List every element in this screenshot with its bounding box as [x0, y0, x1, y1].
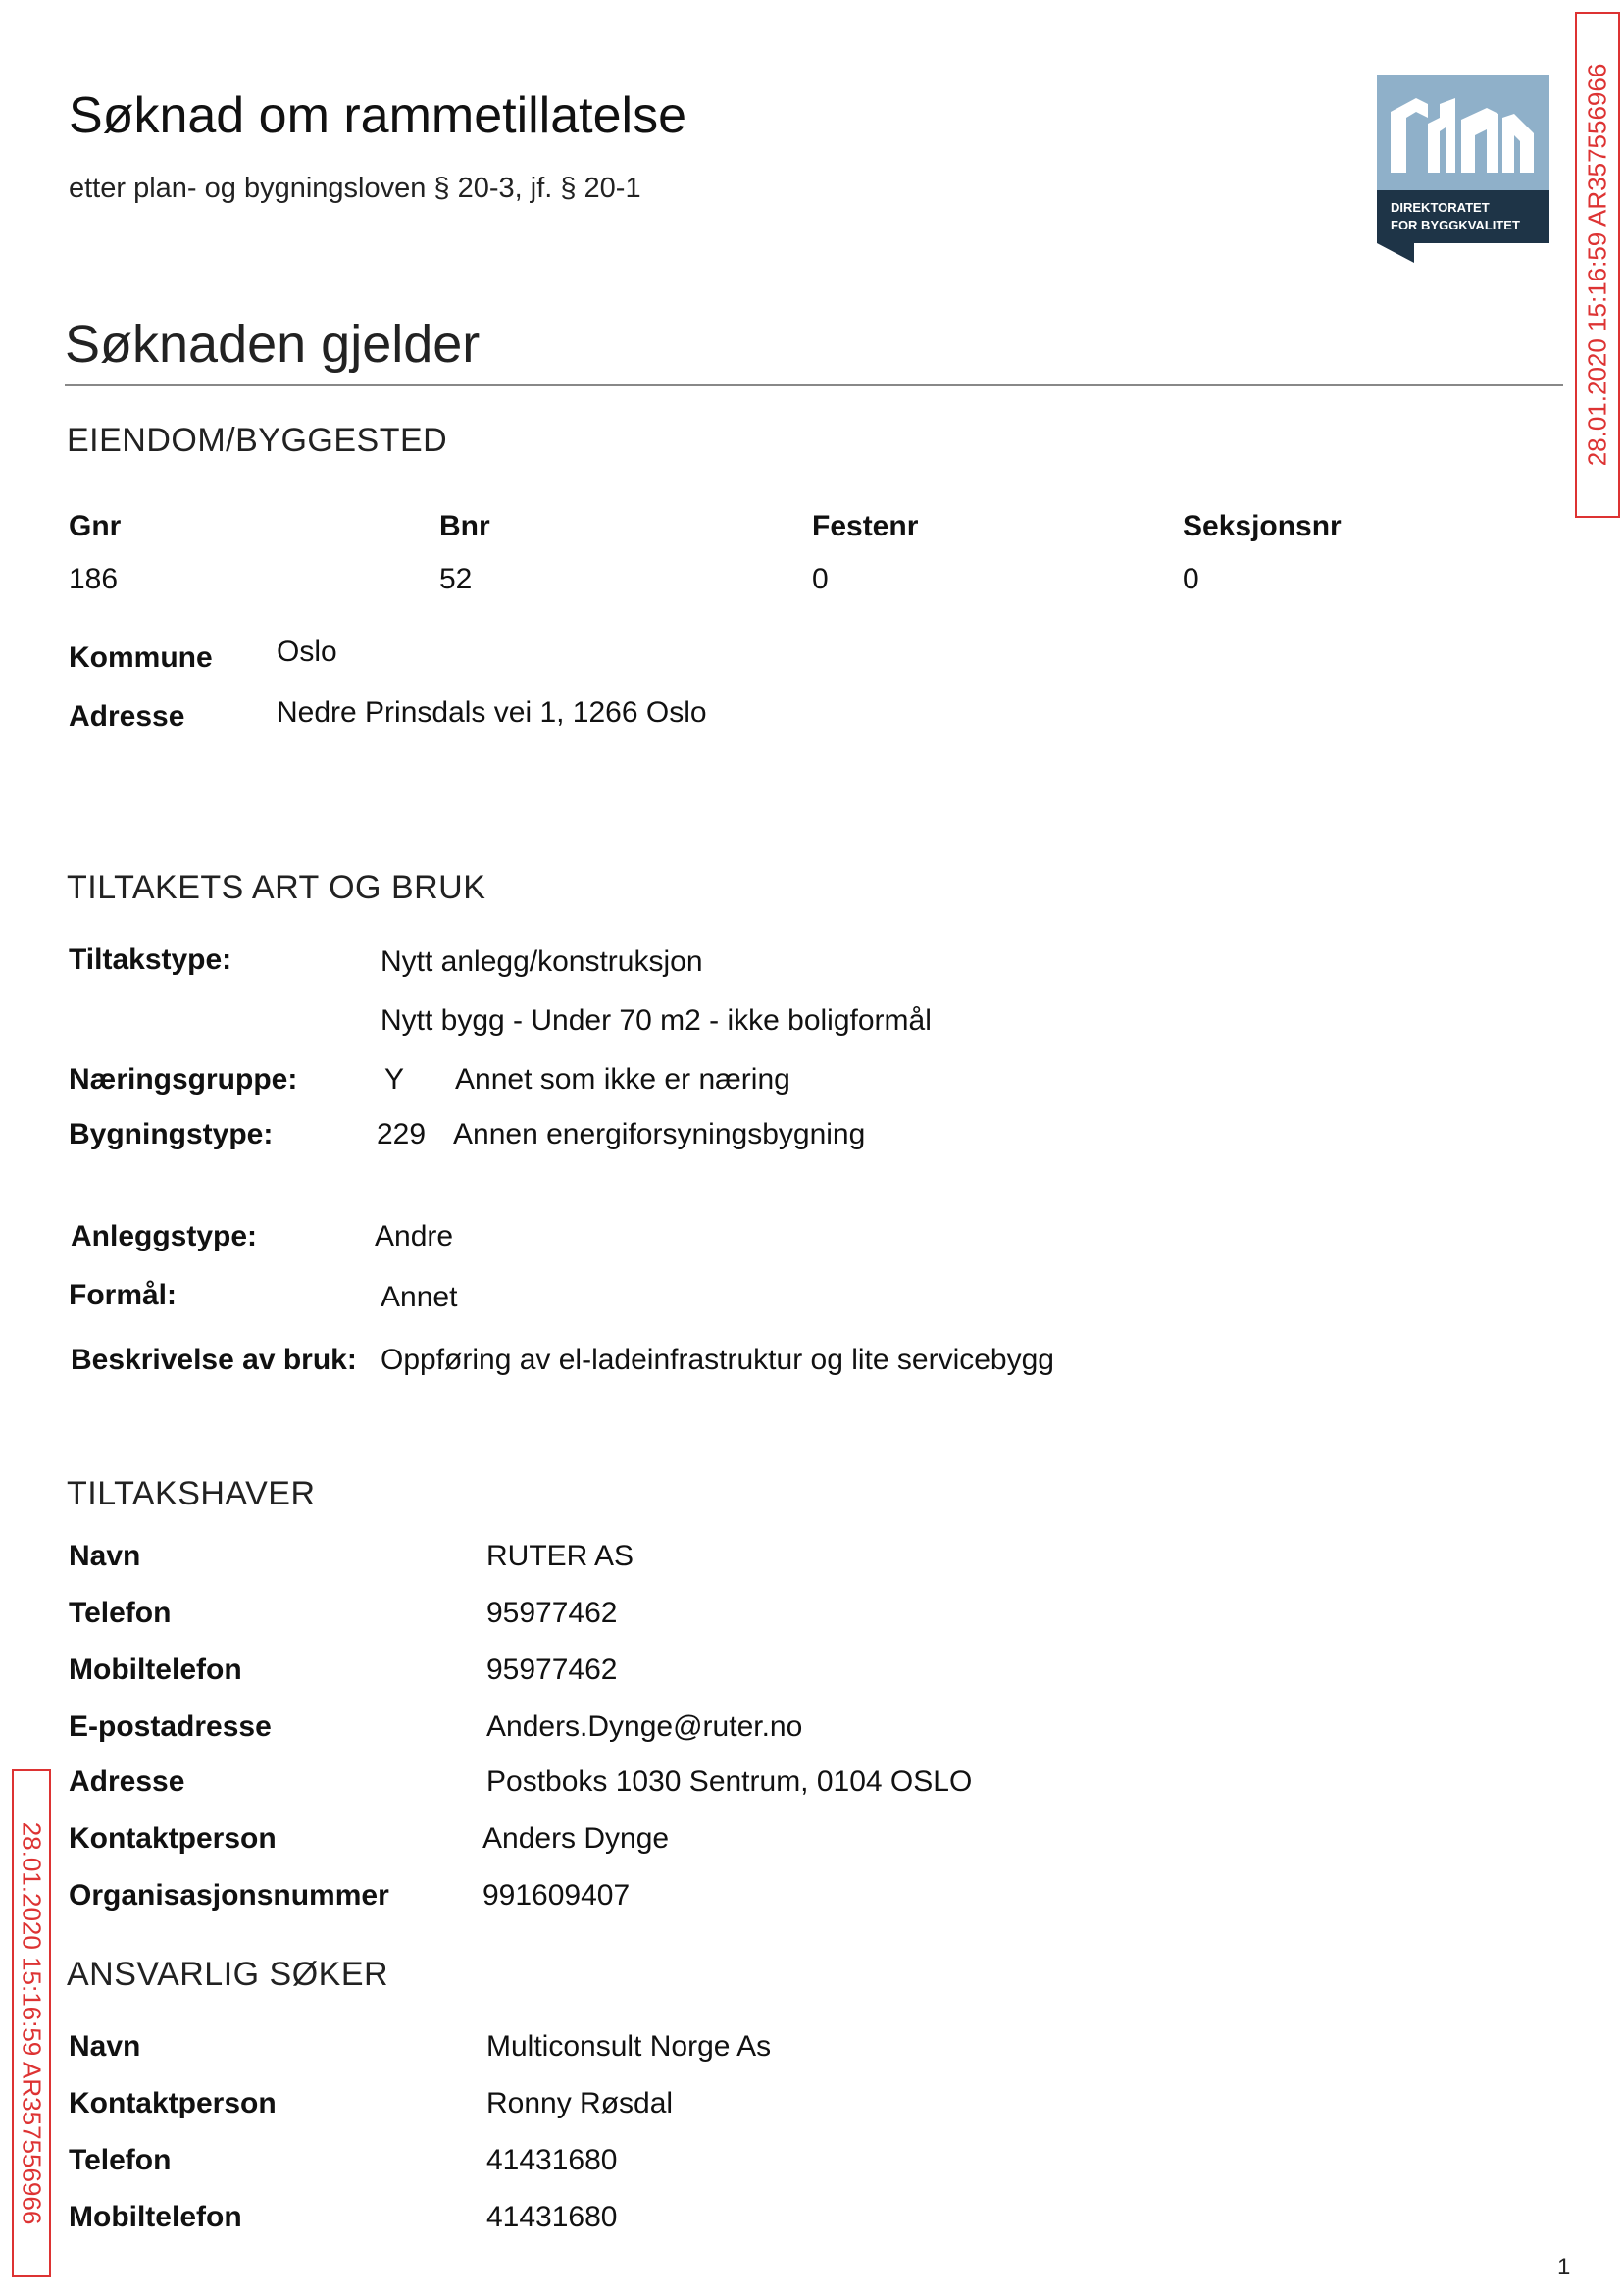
- beskrivelse-label: Beskrivelse av bruk:: [71, 1344, 357, 1376]
- document-subtitle: etter plan- og bygningsloven § 20-3, jf. § 20-1: [69, 173, 641, 204]
- adresse-label: Adresse: [69, 700, 185, 733]
- dibk-logo-graphic: [1377, 75, 1549, 263]
- tiltakstype-value-2: Nytt bygg - Under 70 m2 - ikke boligformål: [381, 1004, 932, 1037]
- tiltakshaver-telefon-value: 95977462: [486, 1597, 618, 1629]
- tiltakshaver-mobil-value: 95977462: [486, 1654, 618, 1686]
- section-heading-tiltak: TILTAKETS ART OG BRUK: [67, 869, 486, 906]
- page-number: 1: [1557, 2254, 1571, 2280]
- seksjonsnr-value: 0: [1183, 563, 1199, 595]
- tiltakshaver-epost-label: E-postadresse: [69, 1710, 272, 1743]
- anleggstype-label: Anleggstype:: [71, 1220, 258, 1252]
- festenr-value: 0: [812, 563, 829, 595]
- stamp-text: 28.01.2020 15:16:59 AR357556966: [1582, 63, 1612, 467]
- gnr-value: 186: [69, 563, 119, 595]
- kommune-label: Kommune: [69, 641, 213, 674]
- tiltakstype-label: Tiltakstype:: [69, 943, 232, 976]
- tiltakshaver-epost-value: Anders.Dynge@ruter.no: [486, 1710, 803, 1743]
- timestamp-stamp-left: [12, 1769, 51, 2277]
- formal-value: Annet: [381, 1281, 458, 1313]
- naeringsgruppe-code: Y: [384, 1063, 405, 1096]
- naeringsgruppe-label: Næringsgruppe:: [69, 1063, 298, 1096]
- dibk-logo: [1377, 75, 1549, 263]
- document-title: Søknad om rammetillatelse: [69, 87, 686, 144]
- logo-text-line1: DIREKTORATET: [1391, 200, 1490, 215]
- section-heading-soknaden-gjelder: Søknaden gjelder: [65, 315, 481, 374]
- ansvarlig-navn-value: Multiconsult Norge As: [486, 2030, 772, 2063]
- bnr-value: 52: [439, 563, 473, 595]
- ansvarlig-mobil-value: 41431680: [486, 2201, 618, 2233]
- section-heading-tiltakshaver: TILTAKSHAVER: [67, 1475, 316, 1512]
- beskrivelse-value: Oppføring av el-ladeinfrastruktur og lite servicebygg: [381, 1344, 1054, 1376]
- ansvarlig-mobil-label: Mobiltelefon: [69, 2201, 242, 2233]
- formal-label: Formål:: [69, 1279, 178, 1311]
- bygningstype-label: Bygningstype:: [69, 1118, 274, 1150]
- tiltakshaver-mobil-label: Mobiltelefon: [69, 1654, 242, 1686]
- section-divider: [65, 384, 1563, 386]
- seksjonsnr-label: Seksjonsnr: [1183, 510, 1342, 542]
- tiltakshaver-orgnr-value: 991609407: [482, 1879, 631, 1912]
- tiltakshaver-kontakt-value: Anders Dynge: [482, 1822, 670, 1855]
- ansvarlig-kontakt-value: Ronny Røsdal: [486, 2087, 674, 2119]
- tiltakstype-value-1: Nytt anlegg/konstruksjon: [381, 945, 703, 978]
- anleggstype-value: Andre: [375, 1220, 454, 1252]
- festenr-label: Festenr: [812, 510, 919, 542]
- tiltakshaver-adresse-value: Postboks 1030 Sentrum, 0104 OSLO: [486, 1765, 973, 1798]
- ansvarlig-telefon-label: Telefon: [69, 2144, 172, 2176]
- bygningstype-value: Annen energiforsyningsbygning: [453, 1118, 866, 1150]
- logo-text-line2: FOR BYGGKVALITET: [1391, 218, 1520, 232]
- ansvarlig-navn-label: Navn: [69, 2030, 141, 2063]
- tiltakshaver-telefon-label: Telefon: [69, 1597, 172, 1629]
- bygningstype-code: 229: [377, 1118, 427, 1150]
- tiltakshaver-navn-value: RUTER AS: [486, 1540, 634, 1572]
- timestamp-stamp-right: [1575, 12, 1620, 518]
- section-heading-ansvarlig-soker: ANSVARLIG SØKER: [67, 1956, 389, 1993]
- ansvarlig-telefon-value: 41431680: [486, 2144, 618, 2176]
- tiltakshaver-kontakt-label: Kontaktperson: [69, 1822, 277, 1855]
- naeringsgruppe-value: Annet som ikke er næring: [455, 1063, 790, 1096]
- gnr-label: Gnr: [69, 510, 122, 542]
- ansvarlig-kontakt-label: Kontaktperson: [69, 2087, 277, 2119]
- section-heading-eiendom: EIENDOM/BYGGESTED: [67, 422, 448, 459]
- kommune-value: Oslo: [277, 636, 337, 668]
- stamp-text: 28.01.2020 15:16:59 AR357556966: [17, 1821, 47, 2225]
- tiltakshaver-navn-label: Navn: [69, 1540, 141, 1572]
- tiltakshaver-orgnr-label: Organisasjonsnummer: [69, 1879, 389, 1912]
- tiltakshaver-adresse-label: Adresse: [69, 1765, 185, 1798]
- adresse-value: Nedre Prinsdals vei 1, 1266 Oslo: [277, 696, 707, 729]
- bnr-label: Bnr: [439, 510, 490, 542]
